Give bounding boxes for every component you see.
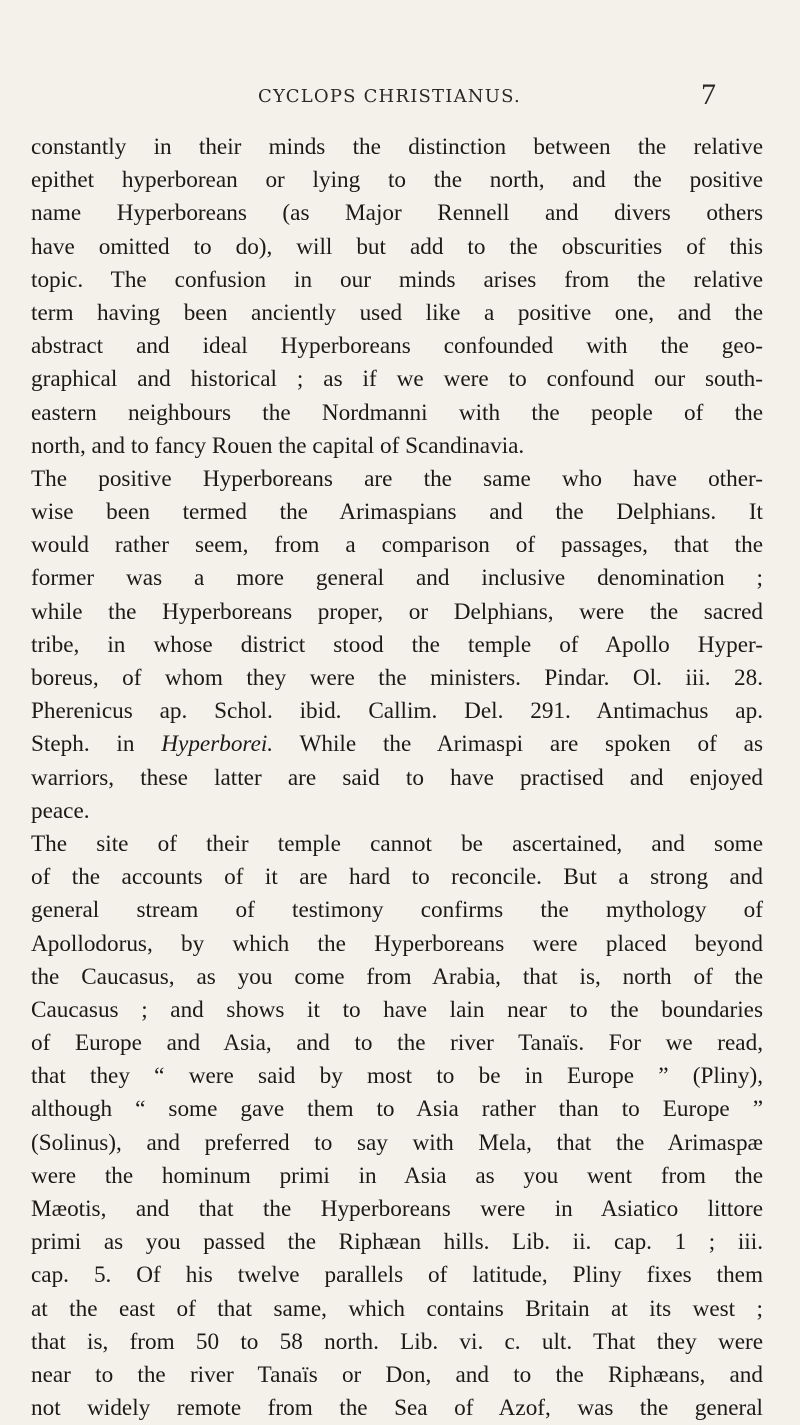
text-line: general stream of testimony confirms the mythology of [31,897,763,924]
text-line: eastern neighbours the Nordmanni with the people of the [31,399,763,426]
text-line: name Hyperboreans (as Major Rennell and divers others [31,200,763,227]
text-line: the Caucasus, as you come from Arabia, that is, north of the [31,963,763,990]
text-line: while the Hyperboreans proper, or Delphians, were the sacred [31,598,763,625]
text-segment: While the Arimaspi are spoken of as [273,731,763,758]
running-title: CYCLOPS CHRISTIANUS. [258,86,521,107]
text-segment: Steph. in [31,731,162,758]
text-line: north, and to fancy Rouen the capital of Scandinavia. [31,432,525,459]
italic-title: Hyperborei. [161,731,274,758]
text-line: constantly in their minds the distinction between the relative [31,134,763,160]
text-line: of Europe and Asia, and to the river Tanaïs. For we read, [31,1030,763,1057]
text-line: have omitted to do), will but add to the obscurities of this [31,233,763,260]
text-line: abstract and ideal Hyperboreans confounded with the geo- [31,333,763,360]
text-line: cap. 5. Of his twelve parallels of latitude, Pliny fixes them [31,1262,763,1289]
text-line: would rather seem, from a comparison of passages, that the [31,532,763,559]
text-line: topic. The confusion in our minds arises from the relative [31,266,763,293]
text-line: although “ some gave them to Asia rather than to Europe ” [31,1096,763,1123]
text-line: term having been anciently used like a positive one, and the [31,299,763,326]
text-line: primi as you passed the Riphæan hills. Lib. ii. cap. 1 ; iii. [31,1229,763,1256]
text-line: not widely remote from the Sea of Azof, was the general [31,1395,763,1422]
text-line: Pherenicus ap. Schol. ibid. Callim. Del. 291. Antimachus ap. [31,698,763,725]
text-line: at the east of that same, which contains Britain at its west ; [31,1295,763,1322]
text-line: tribe, in whose district stood the temple of Apollo Hyper- [31,631,763,658]
body-text [31,131,763,1425]
text-line: epithet hyperborean or lying to the north, and the positive [31,167,763,194]
running-head [258,78,716,116]
text-line: wise been termed the Arimaspians and the Delphians. It [31,499,763,526]
text-line: of the accounts of it are hard to reconcile. But a strong and [31,864,763,891]
text-line: were the hominum primi in Asia as you went from the [31,1162,763,1189]
text-line: that is, from 50 to 58 north. Lib. vi. c. ult. That they were [31,1328,763,1355]
text-line: (Solinus), and preferred to say with Mela, that the Arimaspæ [31,1129,763,1156]
text-line: The positive Hyperboreans are the same who have other- [31,465,763,492]
text-line: Mæotis, and that the Hyperboreans were in Asiatico littore [31,1196,763,1222]
text-line: warriors, these latter are said to have practised and enjoyed [31,764,763,791]
text-line: near to the river Tanaïs or Don, and to the Riphæans, and [31,1361,763,1388]
text-line: Caucasus ; and shows it to have lain near to the boundaries [31,996,763,1023]
page-number: 7 [701,78,716,111]
text-line: peace. [31,797,90,824]
text-line: boreus, of whom they were the ministers. Pindar. Ol. iii. 28. [31,665,763,691]
text-line: The site of their temple cannot be ascertained, and some [31,830,763,857]
text-line: that they “ were said by most to be in Europe ” (Pliny), [31,1063,763,1090]
text-line: Apollodorus, by which the Hyperboreans were placed beyond [31,930,763,957]
text-line-with-italic [31,728,763,761]
text-line: former was a more general and inclusive denomination ; [31,565,763,592]
text-line: graphical and historical ; as if we were to confound our south- [31,366,763,393]
